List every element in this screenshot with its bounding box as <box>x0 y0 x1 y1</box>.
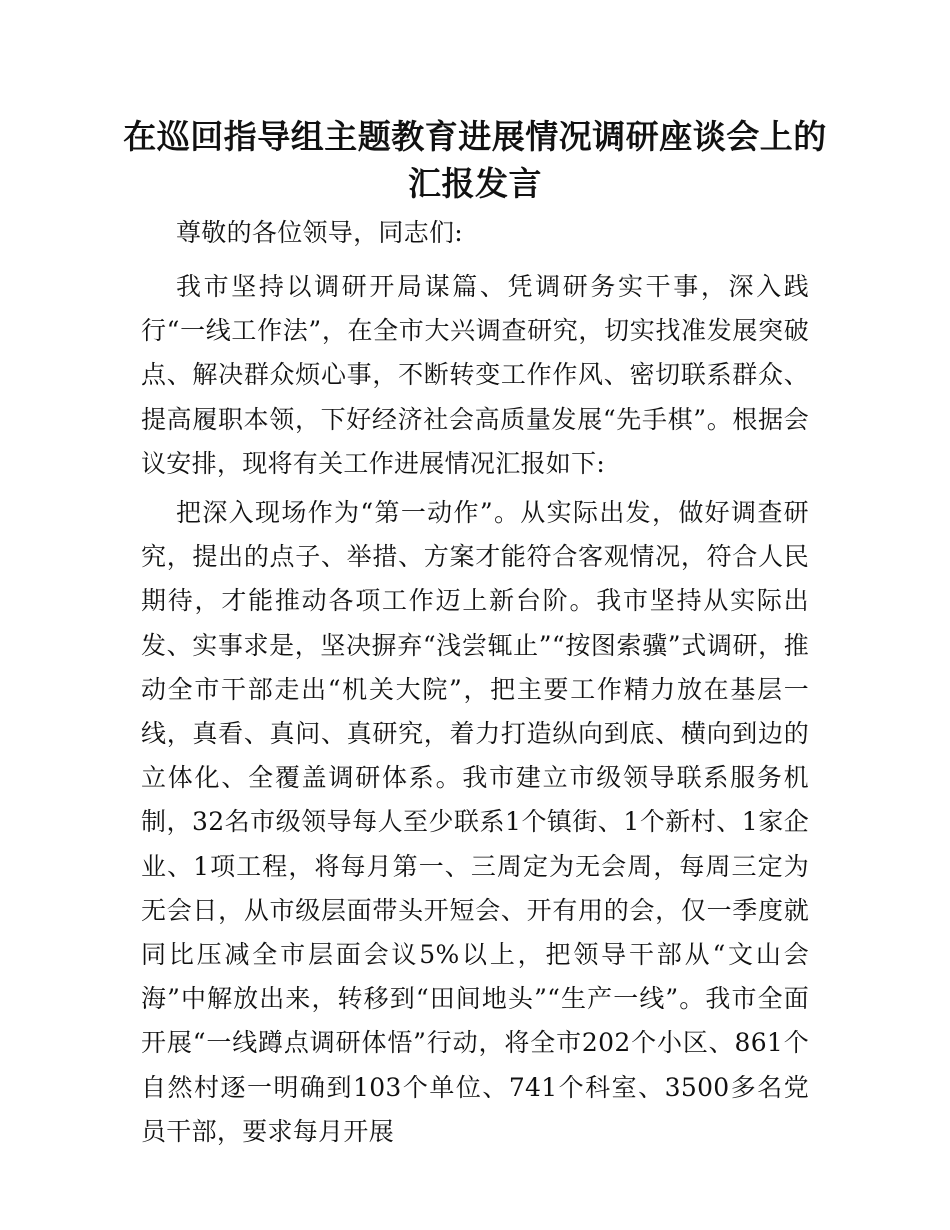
greeting: 尊敬的各位领导，同志们: <box>176 218 464 247</box>
document-title: 在巡回指导组主题教育进展情况调研座谈会上的汇报发言 <box>123 117 827 203</box>
paragraph-intro: 我市坚持以调研开局谋篇、凭调研务实干事，深入践行“一线工作法”，在全市大兴调查研究，切实找准发展突破点、解决群众烦心事，不断转变工作作风、密切联系群众、提高履职本领，下好经济社会高质量发展“先手棋”。根据会议安排，现将有关工作进展情况汇报如下: <box>141 272 809 478</box>
paragraph-field-research: 把深入现场作为“第一动作”。从实际出发，做好调查研究，提出的点子、举措、方案才能符合客观情况，符合人民期待，才能推动各项工作迈上新台阶。我市坚持从实际出发、实事求是，坚决摒弃“浅尝辄止”“按图索骥”式调研，推动全市干部走出“机关大院”，把主要工作精力放在基层一线，真看、真问、真研究，着力打造纵向到底、横向到边的立体化、全覆盖调研体系。我市建立市级领导联系服务机制，32名市级领导每人至少联系1个镇街、1个新村、1家企业、1项工程，将每月第一、三周定为无会周，每周三定为无会日，从市级层面带头开短会、开有用的会，仅一季度就同比压减全市层面会议5%以上，把领导干部从“文山会海”中解放出来，转移到“田间地头”“生产一线”。我市全面开展“一线蹲点调研体悟”行动，将全市202个小区、861个自然村逐一明确到103个单位、741个科室、3500多名党员干部，要求每月开展 <box>141 498 809 1146</box>
